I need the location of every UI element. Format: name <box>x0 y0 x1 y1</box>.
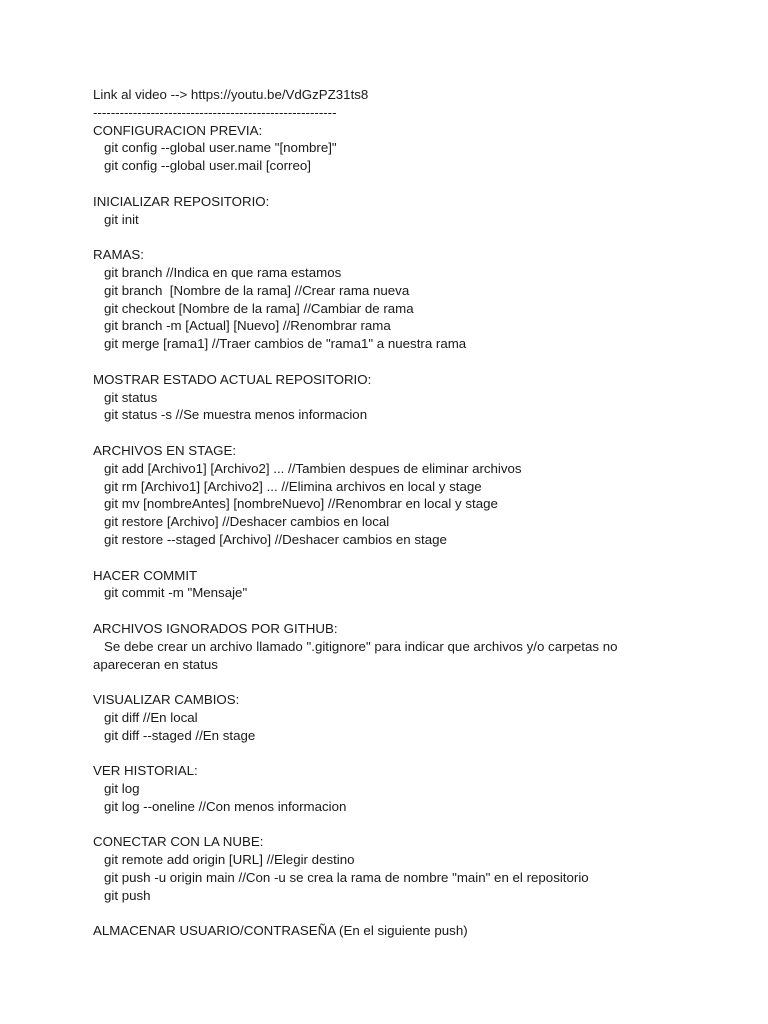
paragraph-line: Se debe crear un archivo llamado ".gitignore" para indicar que archivos y/o carpetas no <box>104 638 618 654</box>
spacer <box>93 228 733 246</box>
spacer <box>93 353 733 371</box>
section-heading-ignorados: ARCHIVOS IGNORADOS POR GITHUB: <box>93 620 338 636</box>
command-line: git restore --staged [Archivo] //Deshacer cambios en stage <box>104 531 447 547</box>
spacer <box>93 175 733 193</box>
command-line: git branch [Nombre de la rama] //Crear rama nueva <box>104 282 410 298</box>
video-link-line: Link al video --> https://youtu.be/VdGzPZ31ts8 <box>93 87 369 102</box>
spacer <box>93 905 733 923</box>
section-heading-config: CONFIGURACION PREVIA: <box>93 122 263 138</box>
spacer <box>93 673 733 691</box>
separator-line: ------------------------------------------------------- <box>93 104 337 120</box>
section-heading-estado: MOSTRAR ESTADO ACTUAL REPOSITORIO: <box>93 371 372 387</box>
command-line: git push <box>104 887 151 903</box>
section-heading-ramas: RAMAS: <box>93 247 144 263</box>
section-heading-commit: HACER COMMIT <box>93 567 198 583</box>
command-line: git config --global user.name "[nombre]" <box>104 140 337 156</box>
section-heading-init: INICIALIZAR REPOSITORIO: <box>93 193 270 209</box>
spacer <box>93 602 733 620</box>
command-line: git push -u origin main //Con -u se crea la rama de nombre "main" en el repositorio <box>104 870 589 886</box>
section-heading-almacenar: ALMACENAR USUARIO/CONTRASEÑA (En el siguiente push) <box>93 923 468 939</box>
command-line: git diff //En local <box>104 709 198 725</box>
command-line: git init <box>104 211 139 227</box>
spacer <box>93 549 733 567</box>
command-line: git merge [rama1] //Traer cambios de "rama1" a nuestra rama <box>104 336 467 352</box>
command-line: git log <box>104 781 140 797</box>
section-heading-historial: VER HISTORIAL: <box>93 763 198 779</box>
command-line: git rm [Archivo1] [Archivo2] ... //Elimina archivos en local y stage <box>104 478 482 494</box>
command-line: git mv [nombreAntes] [nombreNuevo] //Renombrar en local y stage <box>104 496 498 512</box>
command-line: git status <box>104 389 158 405</box>
section-heading-stage: ARCHIVOS EN STAGE: <box>93 442 237 458</box>
command-line: git log --oneline //Con menos informacion <box>104 798 347 814</box>
command-line: git commit -m "Mensaje" <box>104 585 248 601</box>
spacer <box>93 744 733 762</box>
command-line: git checkout [Nombre de la rama] //Cambiar de rama <box>104 300 414 316</box>
command-line: git branch //Indica en que rama estamos <box>104 264 342 280</box>
command-line: git branch -m [Actual] [Nuevo] //Renombrar rama <box>104 318 391 334</box>
command-line: git add [Archivo1] [Archivo2] ... //Tambien despues de eliminar archivos <box>104 460 522 476</box>
command-line: git config --global user.mail [correo] <box>104 158 311 174</box>
command-line: git diff --staged //En stage <box>104 727 256 743</box>
command-line: git restore [Archivo] //Deshacer cambios en local <box>104 514 390 530</box>
spacer <box>93 816 733 834</box>
paragraph-line-continued: apareceran en status <box>93 656 218 672</box>
document-page <box>93 86 733 940</box>
section-heading-nube: CONECTAR CON LA NUBE: <box>93 834 264 850</box>
command-line: git remote add origin [URL] //Elegir destino <box>104 852 355 868</box>
section-heading-cambios: VISUALIZAR CAMBIOS: <box>93 692 240 708</box>
command-line: git status -s //Se muestra menos informacion <box>104 407 368 423</box>
spacer <box>93 424 733 442</box>
